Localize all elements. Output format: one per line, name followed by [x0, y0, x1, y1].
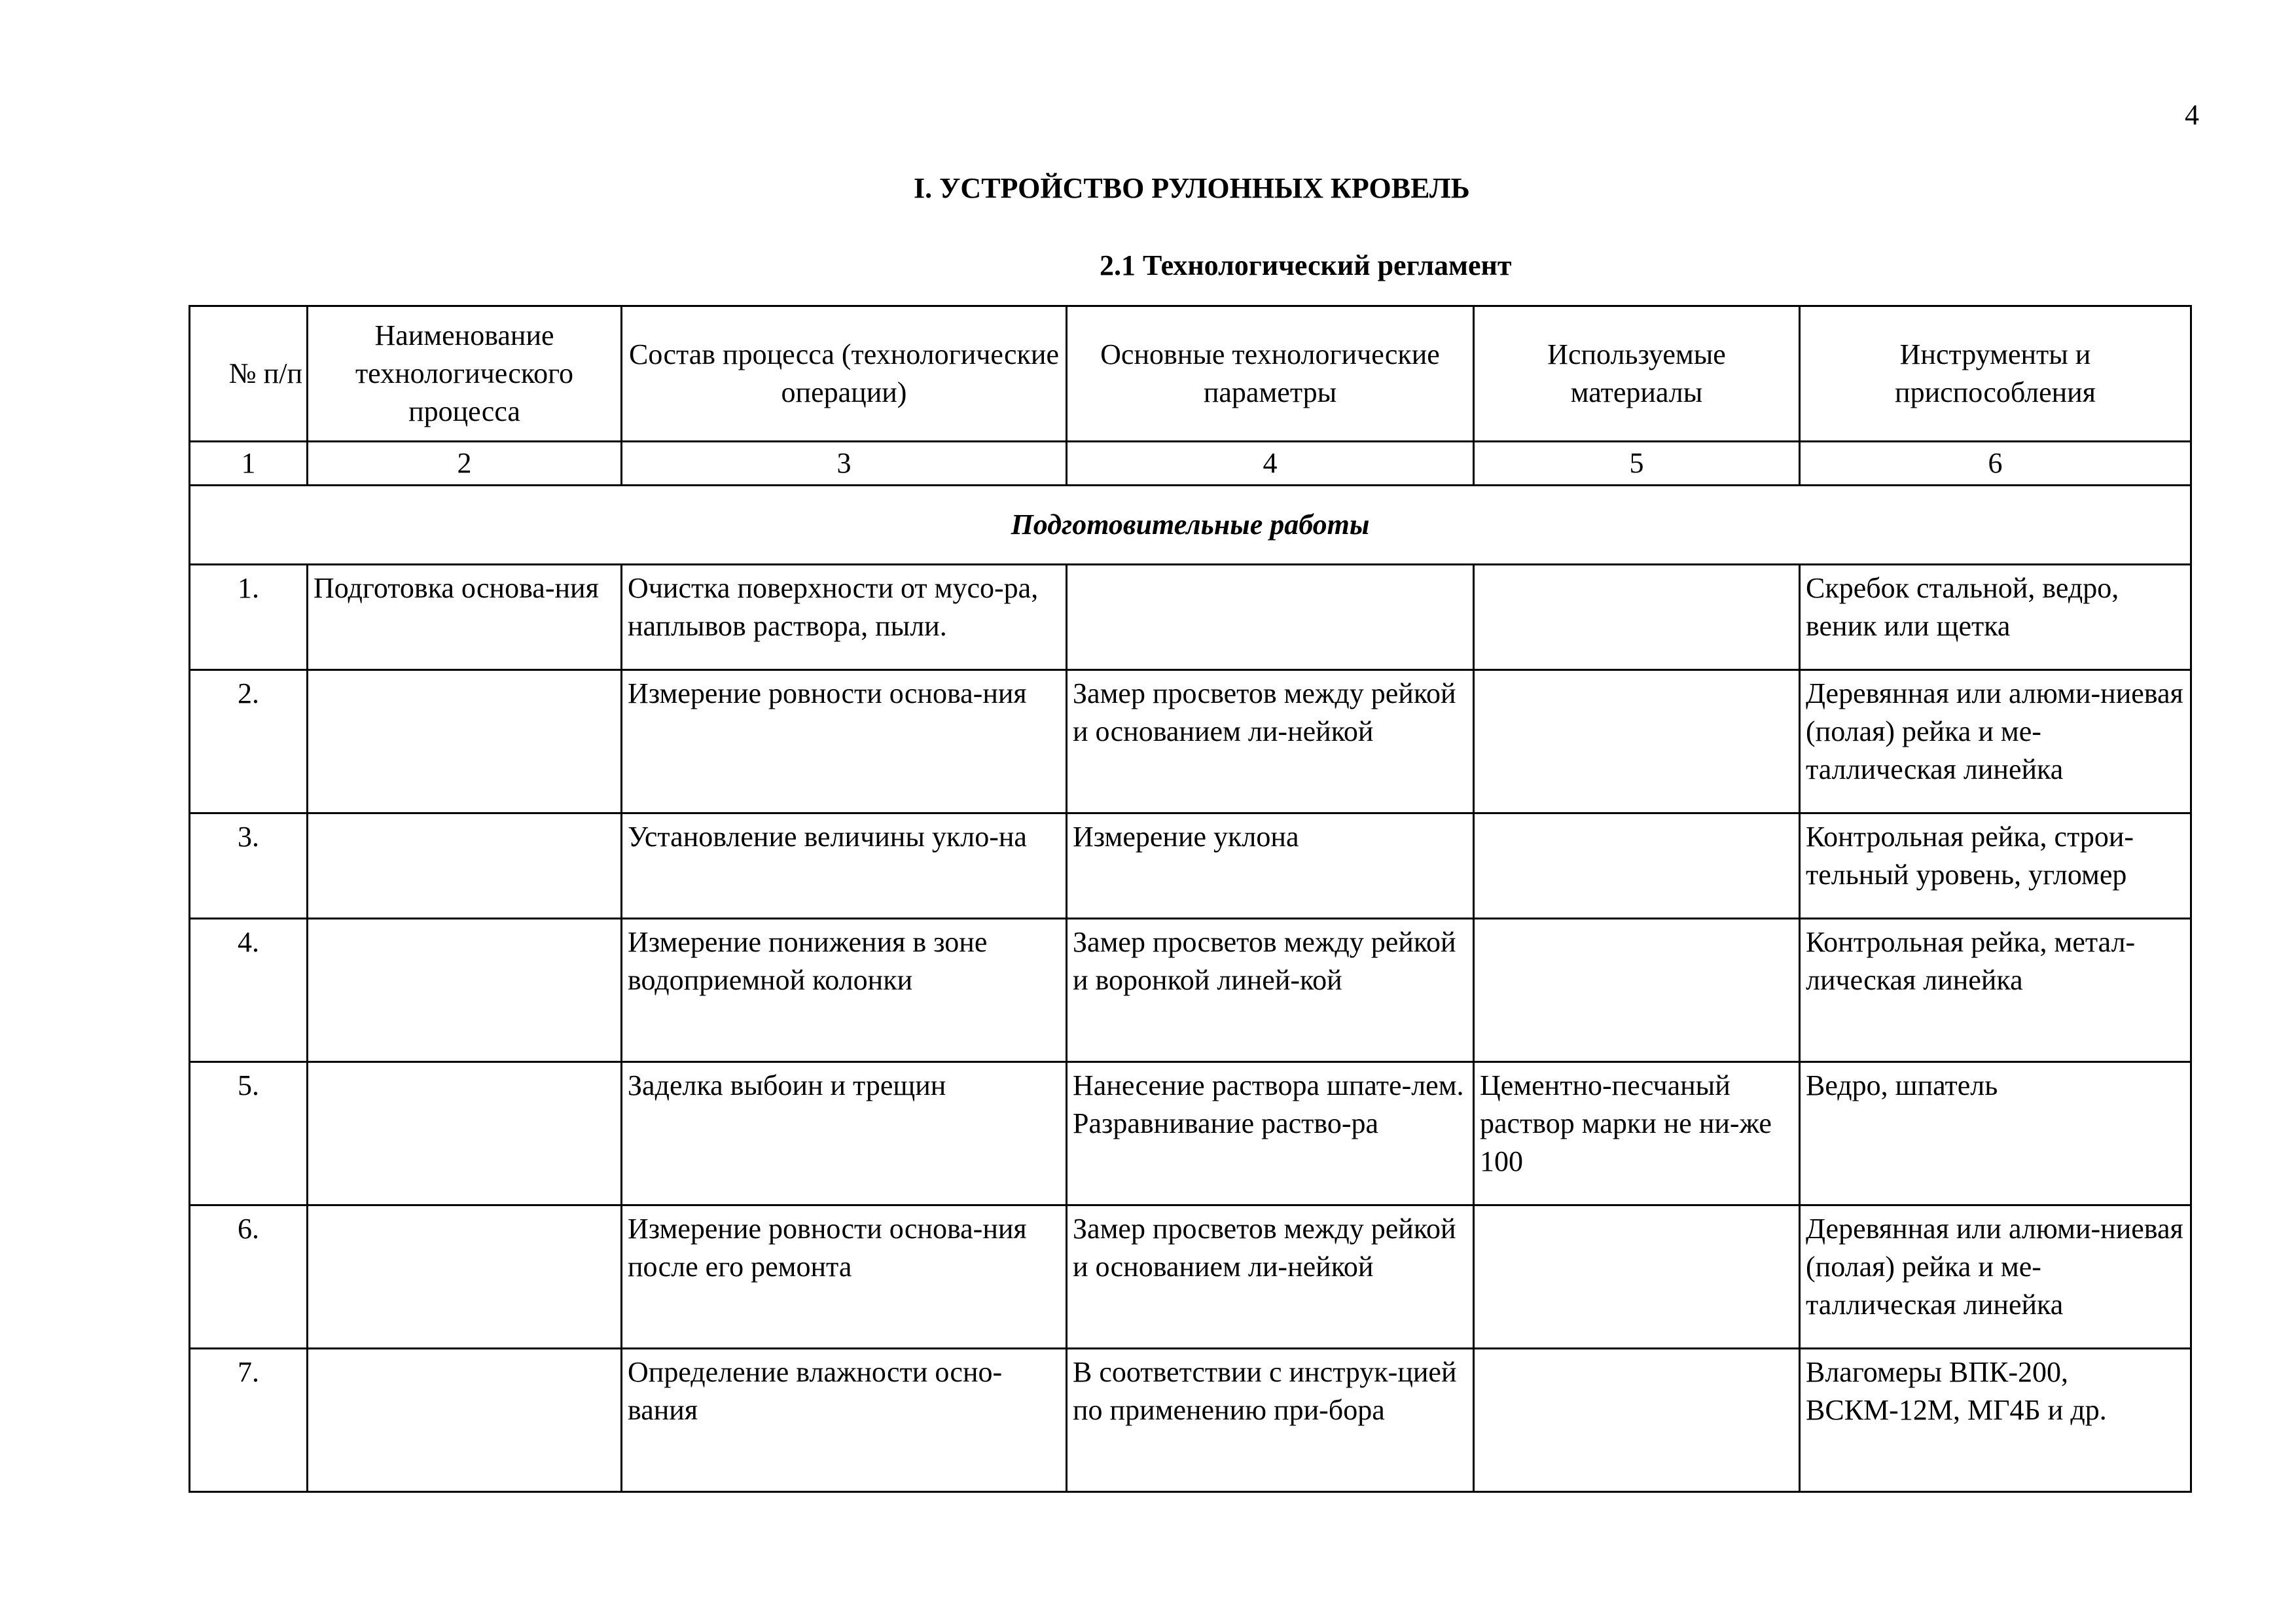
header-cell-operations: Состав процесса (технологические операции)	[622, 306, 1067, 442]
table-row	[190, 670, 2191, 813]
row-parameters: Замер просветов между рейкой и основанием ли-нейкой	[1067, 1205, 1474, 1349]
header-cell-tools: Инструменты и приспособления	[1800, 306, 2191, 442]
row-process	[308, 1205, 622, 1349]
table-row	[190, 1205, 2191, 1349]
row-process	[308, 813, 622, 919]
regulation-table	[188, 305, 2192, 1493]
table-row	[190, 919, 2191, 1062]
row-parameters: Замер просветов между рейкой и воронкой линей-кой	[1067, 919, 1474, 1062]
row-operations: Измерение понижения в зоне водоприемной колонки	[622, 919, 1067, 1062]
row-process	[308, 1349, 622, 1492]
row-number: 4.	[190, 919, 308, 1062]
table-row	[190, 565, 2191, 670]
row-process: Подготовка основа-ния	[308, 565, 622, 670]
column-numbers-row	[190, 442, 2191, 486]
row-process	[308, 919, 622, 1062]
page-number: 4	[2185, 99, 2199, 131]
row-materials	[1474, 919, 1800, 1062]
row-parameters: В соответствии с инструк-цией по применению при-бора	[1067, 1349, 1474, 1492]
row-parameters: Измерение уклона	[1067, 813, 1474, 919]
column-number: 1	[190, 442, 308, 486]
header-cell-parameters: Основные технологические параметры	[1067, 306, 1474, 442]
row-materials	[1474, 670, 1800, 813]
row-operations: Очистка поверхности от мусо-ра, наплывов раствора, пыли.	[622, 565, 1067, 670]
row-tools: Скребок стальной, ведро, веник или щетка	[1800, 565, 2191, 670]
header-cell-process: Наименование технологического процесса	[308, 306, 622, 442]
subsection-title: 2.1 Технологический регламент	[1100, 249, 1512, 281]
row-parameters: Замер просветов между рейкой и основанием ли-нейкой	[1067, 670, 1474, 813]
row-number: 7.	[190, 1349, 308, 1492]
header-cell-number: № п/п	[190, 306, 308, 442]
row-tools: Деревянная или алюми-ниевая (полая) рейка и ме-таллическая линейка	[1800, 1205, 2191, 1349]
row-tools: Контрольная рейка, метал-лическая линейка	[1800, 919, 2191, 1062]
row-number: 6.	[190, 1205, 308, 1349]
row-process	[308, 670, 622, 813]
column-number: 4	[1067, 442, 1474, 486]
row-tools: Ведро, шпатель	[1800, 1062, 2191, 1205]
row-operations: Заделка выбоин и трещин	[622, 1062, 1067, 1205]
row-tools: Влагомеры ВПК-200, ВСКМ-12М, МГ4Б и др.	[1800, 1349, 2191, 1492]
row-operations: Измерение ровности основа-ния	[622, 670, 1067, 813]
row-number: 3.	[190, 813, 308, 919]
table-row	[190, 1062, 2191, 1205]
row-materials	[1474, 565, 1800, 670]
column-number: 3	[622, 442, 1067, 486]
row-materials	[1474, 1349, 1800, 1492]
header-cell-materials: Используемые материалы	[1474, 306, 1800, 442]
row-operations: Определение влажности осно-вания	[622, 1349, 1067, 1492]
row-materials	[1474, 813, 1800, 919]
row-parameters	[1067, 565, 1474, 670]
row-parameters: Нанесение раствора шпате-лем. Разравнивание раство-ра	[1067, 1062, 1474, 1205]
table-row	[190, 1349, 2191, 1492]
section-title: I. УСТРОЙСТВО РУЛОННЫХ КРОВЕЛЬ	[914, 172, 1470, 204]
column-number: 5	[1474, 442, 1800, 486]
row-number: 2.	[190, 670, 308, 813]
row-operations: Установление величины укло-на	[622, 813, 1067, 919]
row-tools: Деревянная или алюми-ниевая (полая) рейка и ме-таллическая линейка	[1800, 670, 2191, 813]
column-number: 6	[1800, 442, 2191, 486]
row-tools: Контрольная рейка, строи-тельный уровень, угломер	[1800, 813, 2191, 919]
table-header-row	[190, 306, 2191, 442]
row-materials: Цементно-песчаный раствор марки не ни-же 100	[1474, 1062, 1800, 1205]
table-row	[190, 813, 2191, 919]
group-row	[190, 486, 2191, 565]
row-materials	[1474, 1205, 1800, 1349]
row-process	[308, 1062, 622, 1205]
column-number: 2	[308, 442, 622, 486]
row-number: 5.	[190, 1062, 308, 1205]
row-number: 1.	[190, 565, 308, 670]
row-operations: Измерение ровности основа-ния после его ремонта	[622, 1205, 1067, 1349]
group-title: Подготовительные работы	[190, 486, 2191, 565]
